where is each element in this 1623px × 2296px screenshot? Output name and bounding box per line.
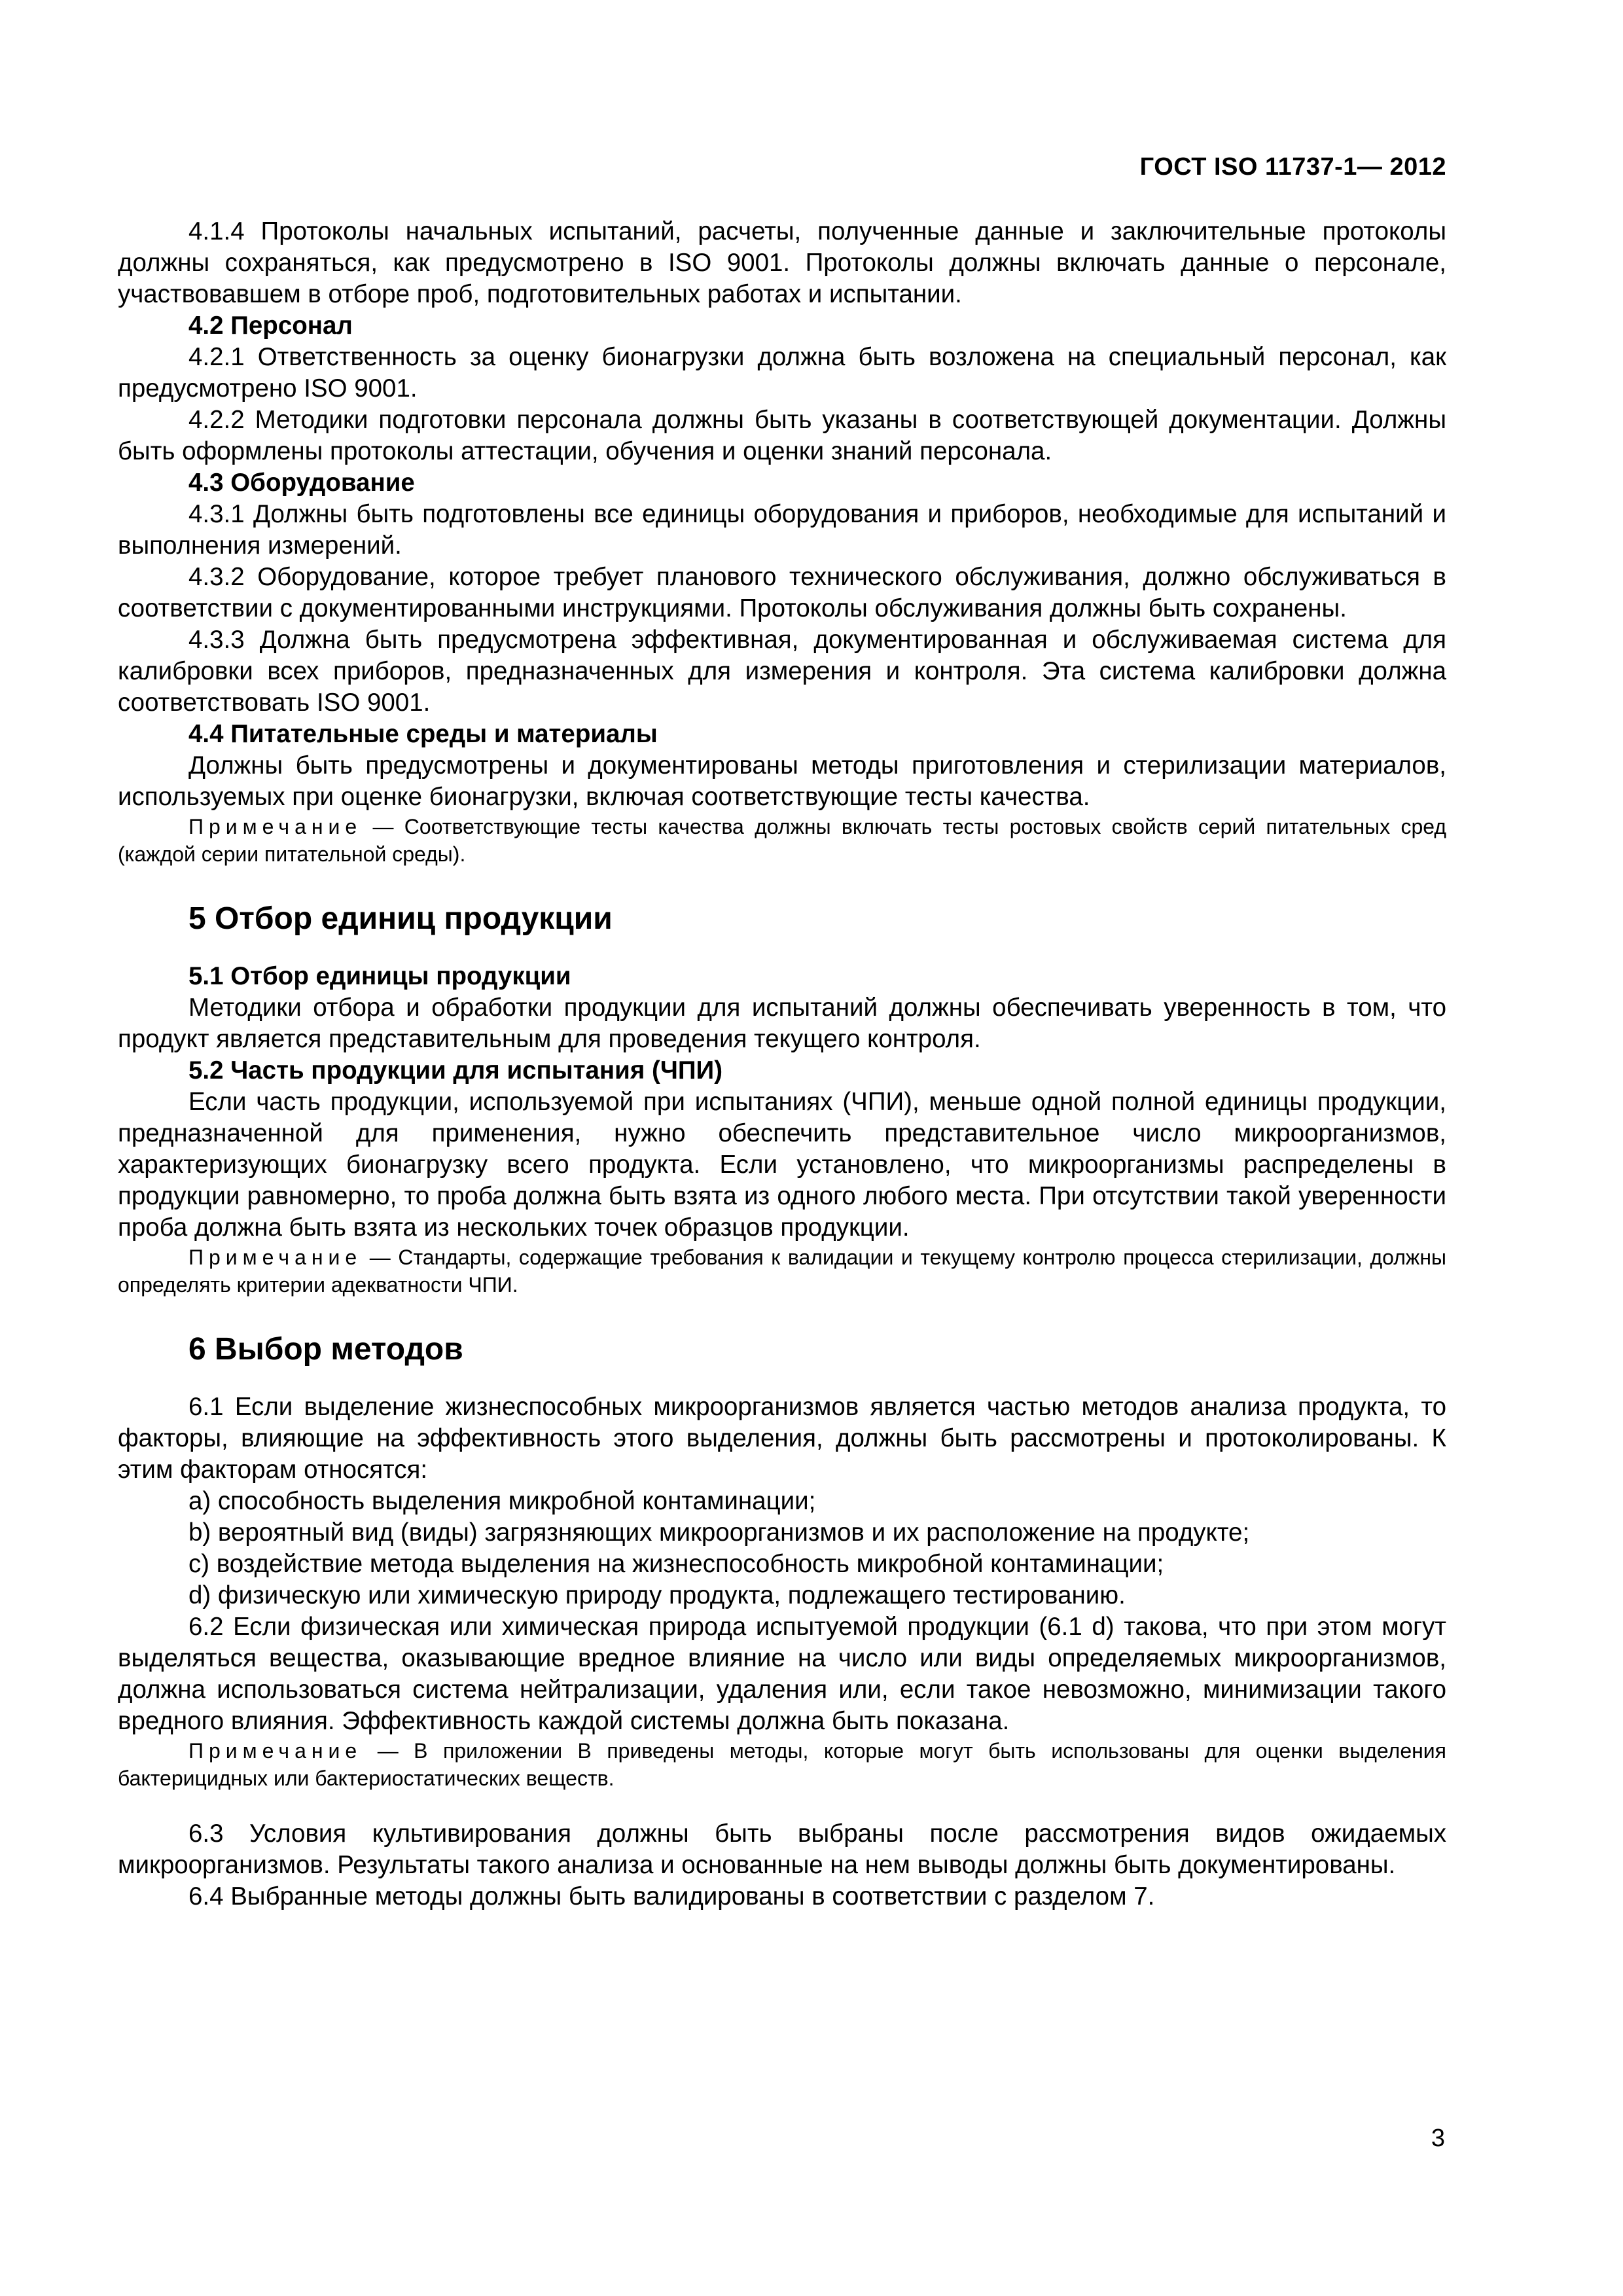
list-item: c) воздействие метода выделения на жизнеспособность микробной контаминации; (188, 1550, 1164, 1578)
spacer (118, 1299, 1446, 1330)
note-text: — Стандарты, содержащие требования к валидации и текущему контролю процесса стерилизации, должны определять критерии адекватности ЧПИ. (118, 1246, 1446, 1297)
spacer (118, 1792, 1446, 1818)
subsection-heading: 5.1 Отбор единицы продукции (188, 962, 571, 990)
note-label: Примечание (188, 1739, 363, 1763)
paragraph: 6.2 Если физическая или химическая природа испытуемой продукции (6.1 d) такова, что при этом могут выделяться вещества, оказывающие вредное влияние на число или виды определяемых микроорганизмов, должна использоваться система нейтрализации, удаления или, если такое невозможно, минимизации такого вредного влияния. Эффективность каждой системы должна быть показана. (118, 1613, 1446, 1735)
note-label: Примечание (188, 1246, 363, 1269)
paragraph: 4.2.2 Методики подготовки персонала должны быть указаны в соответствующей документации. Должны быть оформлены протоколы аттестации, обучения и оценки знаний персонала. (118, 406, 1446, 465)
spacer (118, 939, 1446, 961)
paragraph: Если часть продукции, используемой при испытаниях (ЧПИ), меньше одной полной единицы продукции, предназначенной для применения, нужно обеспечить представительное число микроорганизмов, характеризующих бионагрузку всего продукта. Если установлено, что микроорганизмы распределены в продукции равномерно, то проба должна быть взята из одного любого места. При отсутствии такой уверенности проба должна быть взята из нескольких точек образцов продукции. (118, 1088, 1446, 1242)
paragraph: Методики отбора и обработки продукции для испытаний должны обеспечивать уверенность в том, что продукт является представительным для проведения текущего контроля. (118, 994, 1446, 1053)
note-label: Примечание (188, 815, 363, 838)
paragraph: 4.1.4 Протоколы начальных испытаний, расчеты, полученные данные и заключительные протоколы должны сохраняться, как предусмотрено в ISO 9001. Протоколы должны включать данные о персонале, участвовавшем в отборе проб, подготовительных работах и испытании. (118, 217, 1446, 308)
list-item: b) вероятный вид (виды) загрязняющих микроорганизмов и их расположение на продукте; (188, 1518, 1250, 1547)
paragraph: 4.3.2 Оборудование, которое требует планового технического обслуживания, должно обслуживаться в соответствии с документированными инструкциями. Протоколы обслуживания должны быть сохранены. (118, 563, 1446, 622)
subsection-heading: 4.2 Персонал (188, 312, 353, 340)
paragraph: Должны быть предусмотрены и документированы методы приготовления и стерилизации материалов, используемых при оценке бионагрузки, включая соответствующие тесты качества. (118, 751, 1446, 811)
paragraph: 4.3.3 Должна быть предусмотрена эффективная, документированная и обслуживаемая система для калибровки всех приборов, предназначенных для измерения и контроля. Эта система калибровки должна соответствовать ISO 9001. (118, 626, 1446, 717)
note-text: — Соответствующие тесты качества должны включать тесты ростовых свойств серий питательных сред (каждой серии питательной среды). (118, 815, 1446, 866)
note-paragraph (118, 1244, 1446, 1299)
list-item: a) способность выделения микробной контаминации; (188, 1487, 816, 1515)
page-number: 3 (1431, 2125, 1445, 2152)
paragraph: 6.4 Выбранные методы должны быть валидированы в соответствии с разделом 7. (188, 1882, 1155, 1910)
subsection-heading: 4.3 Оборудование (188, 469, 415, 497)
document-body (118, 216, 1446, 1912)
subsection-heading: 5.2 Часть продукции для испытания (ЧПИ) (188, 1056, 723, 1085)
section-heading: 5 Отбор единиц продукции (188, 901, 613, 936)
note-paragraph (118, 1737, 1446, 1792)
section-heading: 6 Выбор методов (188, 1332, 463, 1367)
note-paragraph (118, 813, 1446, 868)
document-header-id: ГОСТ ISO 11737-1— 2012 (1139, 153, 1446, 181)
spacer (118, 1369, 1446, 1391)
paragraph: 4.2.1 Ответственность за оценку бионагрузки должна быть возложена на специальный персонал, как предусмотрено ISO 9001. (118, 343, 1446, 403)
list-item: d) физическую или химическую природу продукта, подлежащего тестированию. (188, 1581, 1126, 1609)
subsection-heading: 4.4 Питательные среды и материалы (188, 720, 658, 748)
spacer (118, 868, 1446, 899)
note-text: — В приложении В приведены методы, которые могут быть использованы для оценки выделения бактерицидных или бактериостатических веществ. (118, 1739, 1446, 1790)
paragraph: 6.3 Условия культивирования должны быть выбраны после рассмотрения видов ожидаемых микроорганизмов. Результаты такого анализа и основанные на нем выводы должны быть документированы. (118, 1820, 1446, 1879)
paragraph: 4.3.1 Должны быть подготовлены все единицы оборудования и приборов, необходимые для испытаний и выполнения измерений. (118, 500, 1446, 560)
paragraph: 6.1 Если выделение жизнеспособных микроорганизмов является частью методов анализа продукта, то факторы, влияющие на эффективность этого выделения, должны быть рассмотрены и протоколированы. К этим факторам относятся: (118, 1393, 1446, 1484)
